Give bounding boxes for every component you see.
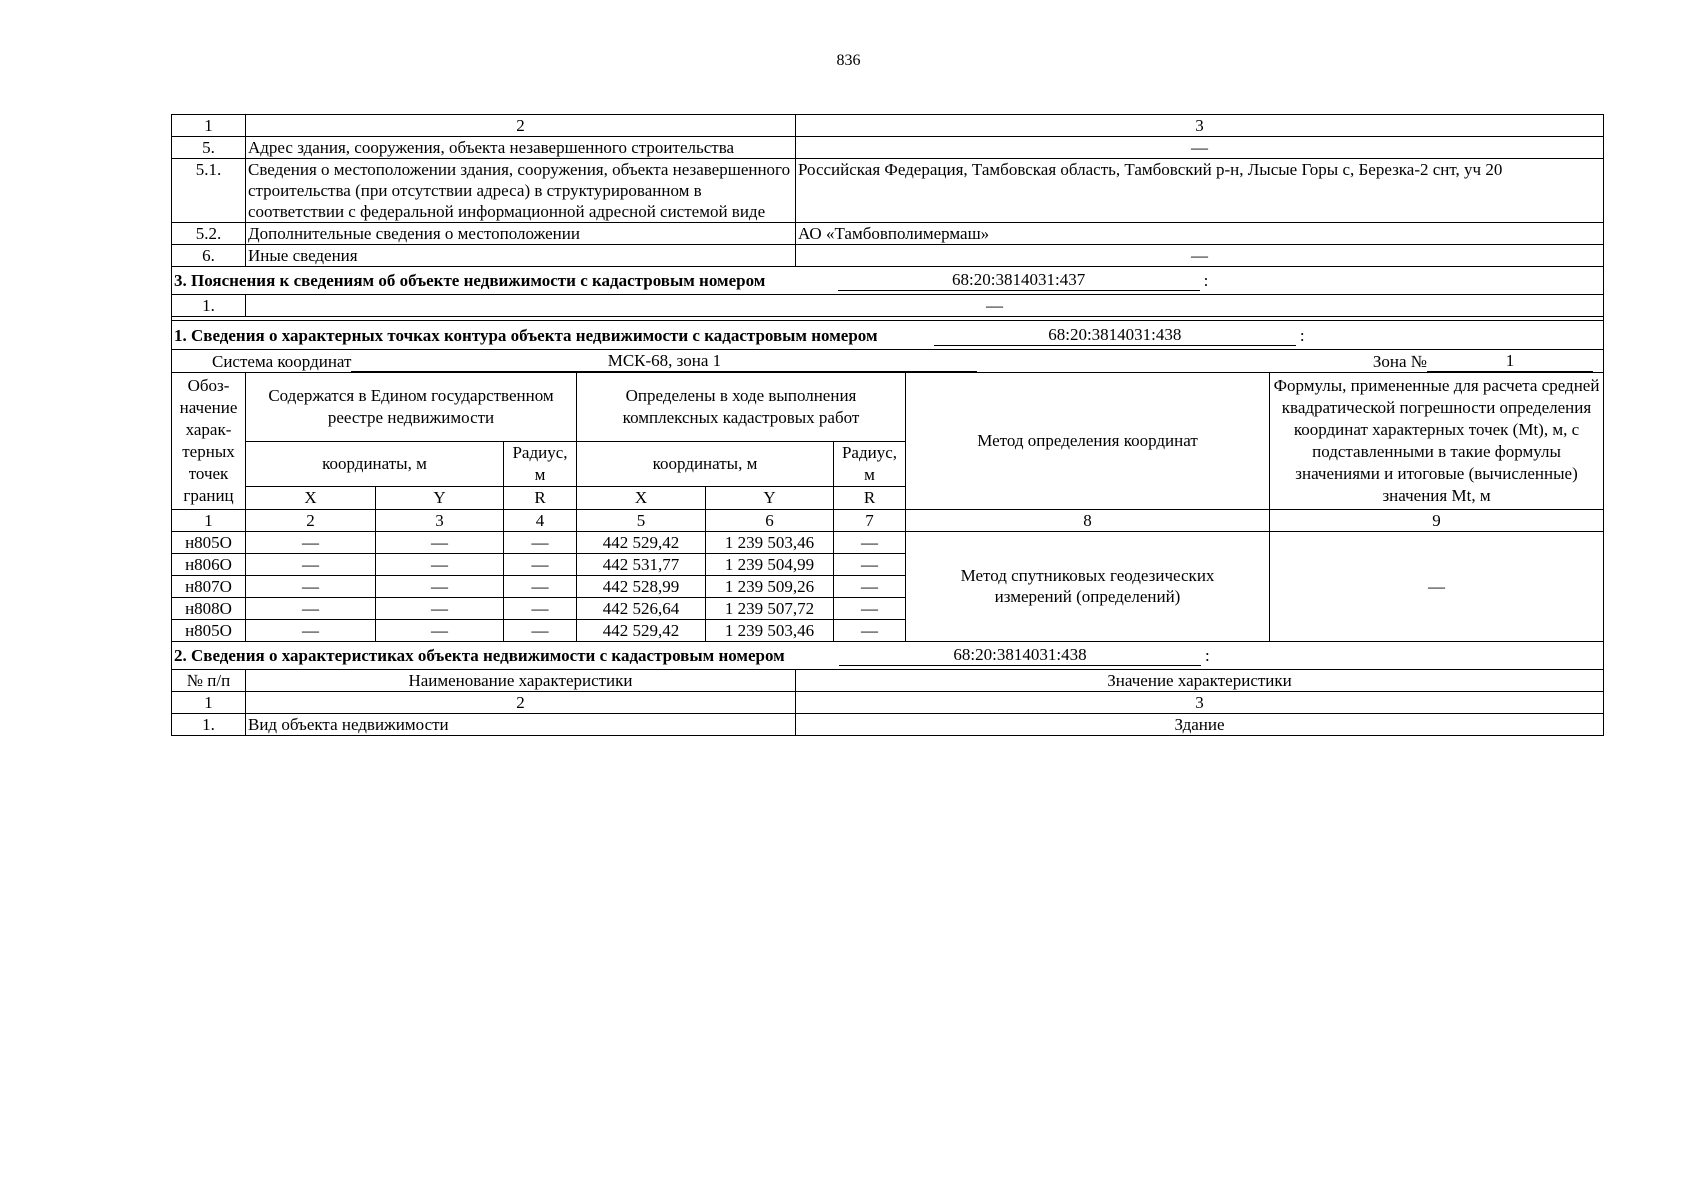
point-r-egrn: — [504,619,577,641]
section-heading-row [172,642,1604,670]
coordinate-system-row [172,349,1604,372]
row-name: Вид объекта недвижимости [246,713,796,735]
point-r-kkr: — [834,619,906,641]
point-r-egrn: — [504,575,577,597]
col-number: 5 [577,509,706,531]
row-number: 5.1. [172,159,246,223]
column-number-row [172,115,1604,137]
header-y: Y [376,486,504,509]
header-designation: Обоз-начение харак-терных точек границ [172,372,246,509]
row-number: 1. [172,713,246,735]
header-egrn: Содержатся в Едином государственном реестре недвижимости [246,372,577,441]
row-number: 1. [172,295,246,317]
document [171,114,1603,736]
formula-value: — [1270,531,1604,641]
page-number: 836 [836,52,861,69]
row-name: Сведения о местоположении здания, сооружения, объекта незавершенного строительства (при отсутствии адреса) в структурированном в соответствии с федеральной информационной адресной системой виде [246,159,796,223]
header-y: Y [706,486,834,509]
header-num: № п/п [172,669,246,691]
point-r-kkr: — [834,553,906,575]
col-number: 3 [796,115,1604,137]
point-x-kkr: 442 529,42 [577,619,706,641]
header-x: X [577,486,706,509]
section-title: 3. Пояснения к сведениям об объекте недвижимости с кадастровым номером [174,271,766,290]
header-value: Значение характеристики [796,669,1604,691]
row-value: — [796,137,1604,159]
col-number: 1 [172,115,246,137]
point-x-kkr: 442 529,42 [577,531,706,553]
point-y-egrn: — [376,553,504,575]
row-name: Дополнительные сведения о местоположении [246,223,796,245]
header-method: Метод определения координат [906,372,1270,509]
col-number: 3 [796,691,1604,713]
col-number: 4 [504,509,577,531]
column-number-row [172,509,1604,531]
header-r: R [504,486,577,509]
colon: : [1203,271,1209,290]
point-x-kkr: 442 526,64 [577,597,706,619]
zone-label: Зона № [1372,351,1428,371]
col-number: 2 [246,115,796,137]
table-row [172,531,1604,553]
header-r: R [834,486,906,509]
table-row [172,713,1604,735]
table-row [172,223,1604,245]
cadastral-number: 68:20:3814031:438 [839,644,1201,666]
header-formulas: Формулы, примененные для расчета средней квадратической погрешности определения координат характерных точек (Mt), м, с подставленными в такие формулы значениями и итоговые (вычисленные) значения Mt, м [1270,372,1604,509]
row-name: Адрес здания, сооружения, объекта незавершенного строительства [246,137,796,159]
point-r-egrn: — [504,553,577,575]
point-y-kkr: 1 239 509,26 [706,575,834,597]
method-value: Метод спутниковых геодезических измерений (определений) [906,531,1270,641]
col-number: 7 [834,509,906,531]
point-r-egrn: — [504,531,577,553]
table-row [172,159,1604,223]
coord-system-label: Система координат [212,351,352,371]
point-y-kkr: 1 239 507,72 [706,597,834,619]
section-heading-row [172,320,1604,349]
col-number: 9 [1270,509,1604,531]
point-x-kkr: 442 528,99 [577,575,706,597]
characteristics-table [171,642,1604,736]
col-number: 2 [246,691,796,713]
row-number: 6. [172,245,246,267]
point-y-kkr: 1 239 503,46 [706,531,834,553]
point-x-kkr: 442 531,77 [577,553,706,575]
col-number: 1 [172,691,246,713]
section-title: 2. Сведения о характеристиках объекта недвижимости с кадастровым номером [174,645,785,665]
row-number: 5. [172,137,246,159]
point-r-kkr: — [834,575,906,597]
point-y-egrn: — [376,531,504,553]
point-x-egrn: — [246,531,376,553]
colon: : [1205,645,1210,665]
point-y-egrn: — [376,619,504,641]
point-x-egrn: — [246,575,376,597]
point-y-egrn: — [376,575,504,597]
section-heading-row [172,267,1604,295]
table-row [172,245,1604,267]
point-y-kkr: 1 239 503,46 [706,619,834,641]
point-r-egrn: — [504,597,577,619]
zone-value: 1 [1427,350,1593,372]
header-coords: координаты, м [246,441,504,486]
row-value: Российская Федерация, Тамбовская область, Тамбовский р-н, Лысые Горы с, Березка-2 снт, уч 20 [796,159,1604,223]
col-number: 8 [906,509,1270,531]
point-r-kkr: — [834,531,906,553]
header-radius: Радиус, м [834,441,906,486]
point-name: н807О [172,575,246,597]
row-value: АО «Тамбовполимермаш» [796,223,1604,245]
col-number: 6 [706,509,834,531]
col-number: 2 [246,509,376,531]
point-x-egrn: — [246,597,376,619]
point-name: н808О [172,597,246,619]
col-number: 3 [376,509,504,531]
row-value: — [246,295,1604,317]
point-name: н805О [172,531,246,553]
column-number-row [172,691,1604,713]
characteristics-table-continued [171,114,1604,320]
point-r-kkr: — [834,597,906,619]
cadastral-number: 68:20:3814031:438 [934,324,1296,346]
header-x: X [246,486,376,509]
row-name: Иные сведения [246,245,796,267]
point-y-kkr: 1 239 504,99 [706,553,834,575]
row-value: — [796,245,1604,267]
point-x-egrn: — [246,553,376,575]
header-coords: координаты, м [577,441,834,486]
coord-system-value: МСК-68, зона 1 [351,350,977,372]
header-kkr: Определены в ходе выполнения комплексных кадастровых работ [577,372,906,441]
col-number: 1 [172,509,246,531]
header-row [172,669,1604,691]
point-y-egrn: — [376,597,504,619]
colon: : [1299,325,1305,345]
header-name: Наименование характеристики [246,669,796,691]
point-name: н805О [172,619,246,641]
header-radius: Радиус, м [504,441,577,486]
point-name: н806О [172,553,246,575]
row-number: 5.2. [172,223,246,245]
row-value: Здание [796,713,1604,735]
point-x-egrn: — [246,619,376,641]
points-table [171,320,1604,642]
table-row [172,295,1604,317]
cadastral-number: 68:20:3814031:437 [838,269,1200,291]
table-row [172,137,1604,159]
section-title: 1. Сведения о характерных точках контура объекта недвижимости с кадастровым номером [174,325,878,345]
